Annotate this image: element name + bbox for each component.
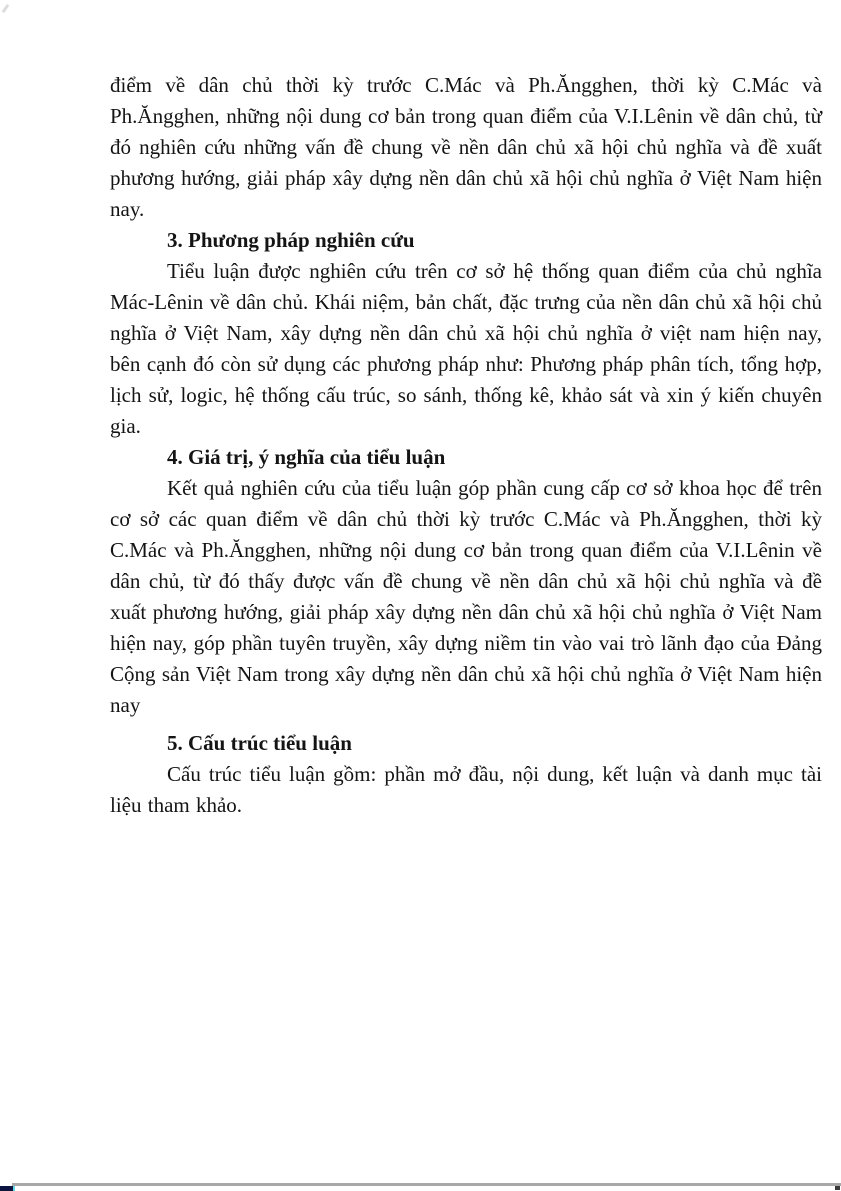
scan-artifact-speck [2, 4, 10, 13]
paragraph-continuation: điểm về dân chủ thời kỳ trước C.Mác và Ph.Ăngghen, thời kỳ C.Mác và Ph.Ăngghen, những nội dung cơ bản trong quan điểm của V.I.Lênin về dân chủ, từ đó nghiên cứu những vấn đề chung về nền dân chủ xã hội chủ nghĩa và đề xuất phương hướng, giải pháp xây dựng nền dân chủ xã hội chủ nghĩa ở Việt Nam hiện nay. [110, 73, 822, 221]
page-bottom-rule-end-mark [835, 1186, 840, 1190]
paragraph-phuong-phap: Tiểu luận được nghiên cứu trên cơ sở hệ thống quan điểm của chủ nghĩa Mác-Lênin về dân chủ. Khái niệm, bản chất, đặc trưng của nền dân chủ xã hội chủ nghĩa ở Việt Nam, xây dựng nền dân chủ xã hội chủ nghĩa ở việt nam hiện nay, bên cạnh đó còn sử dụng các phương pháp như: Phương pháp phân tích, tổng hợp, lịch sử, logic, hệ thống cấu trúc, so sánh, thống kê, khảo sát và xin ý kiến chuyên gia. [110, 259, 822, 438]
section-heading-3-phuong-phap: 3. Phương pháp nghiên cứu [167, 228, 415, 252]
paragraph-cau-truc: Cấu trúc tiểu luận gồm: phần mở đầu, nội dung, kết luận và danh mục tài liệu tham khảo. [110, 762, 822, 817]
scan-corner-mark [0, 1186, 13, 1191]
paragraph-gia-tri: Kết quả nghiên cứu của tiểu luận góp phần cung cấp cơ sở khoa học để trên cơ sở các quan điểm về dân chủ thời kỳ trước C.Mác và Ph.Ăngghen, thời kỳ C.Mác và Ph.Ăngghen, những nội dung cơ bản trong quan điểm của V.I.Lênin về dân chủ, từ đó thấy được vấn đề chung về nền dân chủ xã hội chủ nghĩa và đề xuất phương hướng, giải pháp xây dựng nền dân chủ xã hội chủ nghĩa ở Việt Nam hiện nay, góp phần tuyên truyền, xây dựng niềm tin vào vai trò lãnh đạo của Đảng Cộng sản Việt Nam trong xây dựng nền dân chủ xã hội chủ nghĩa ở Việt Nam hiện nay [110, 476, 822, 717]
section-heading-5-cau-truc: 5. Cấu trúc tiểu luận [167, 731, 352, 755]
document-text-block [110, 70, 822, 821]
section-heading-4-gia-tri: 4. Giá trị, ý nghĩa của tiểu luận [167, 445, 446, 469]
page-bottom-rule [12, 1183, 841, 1186]
